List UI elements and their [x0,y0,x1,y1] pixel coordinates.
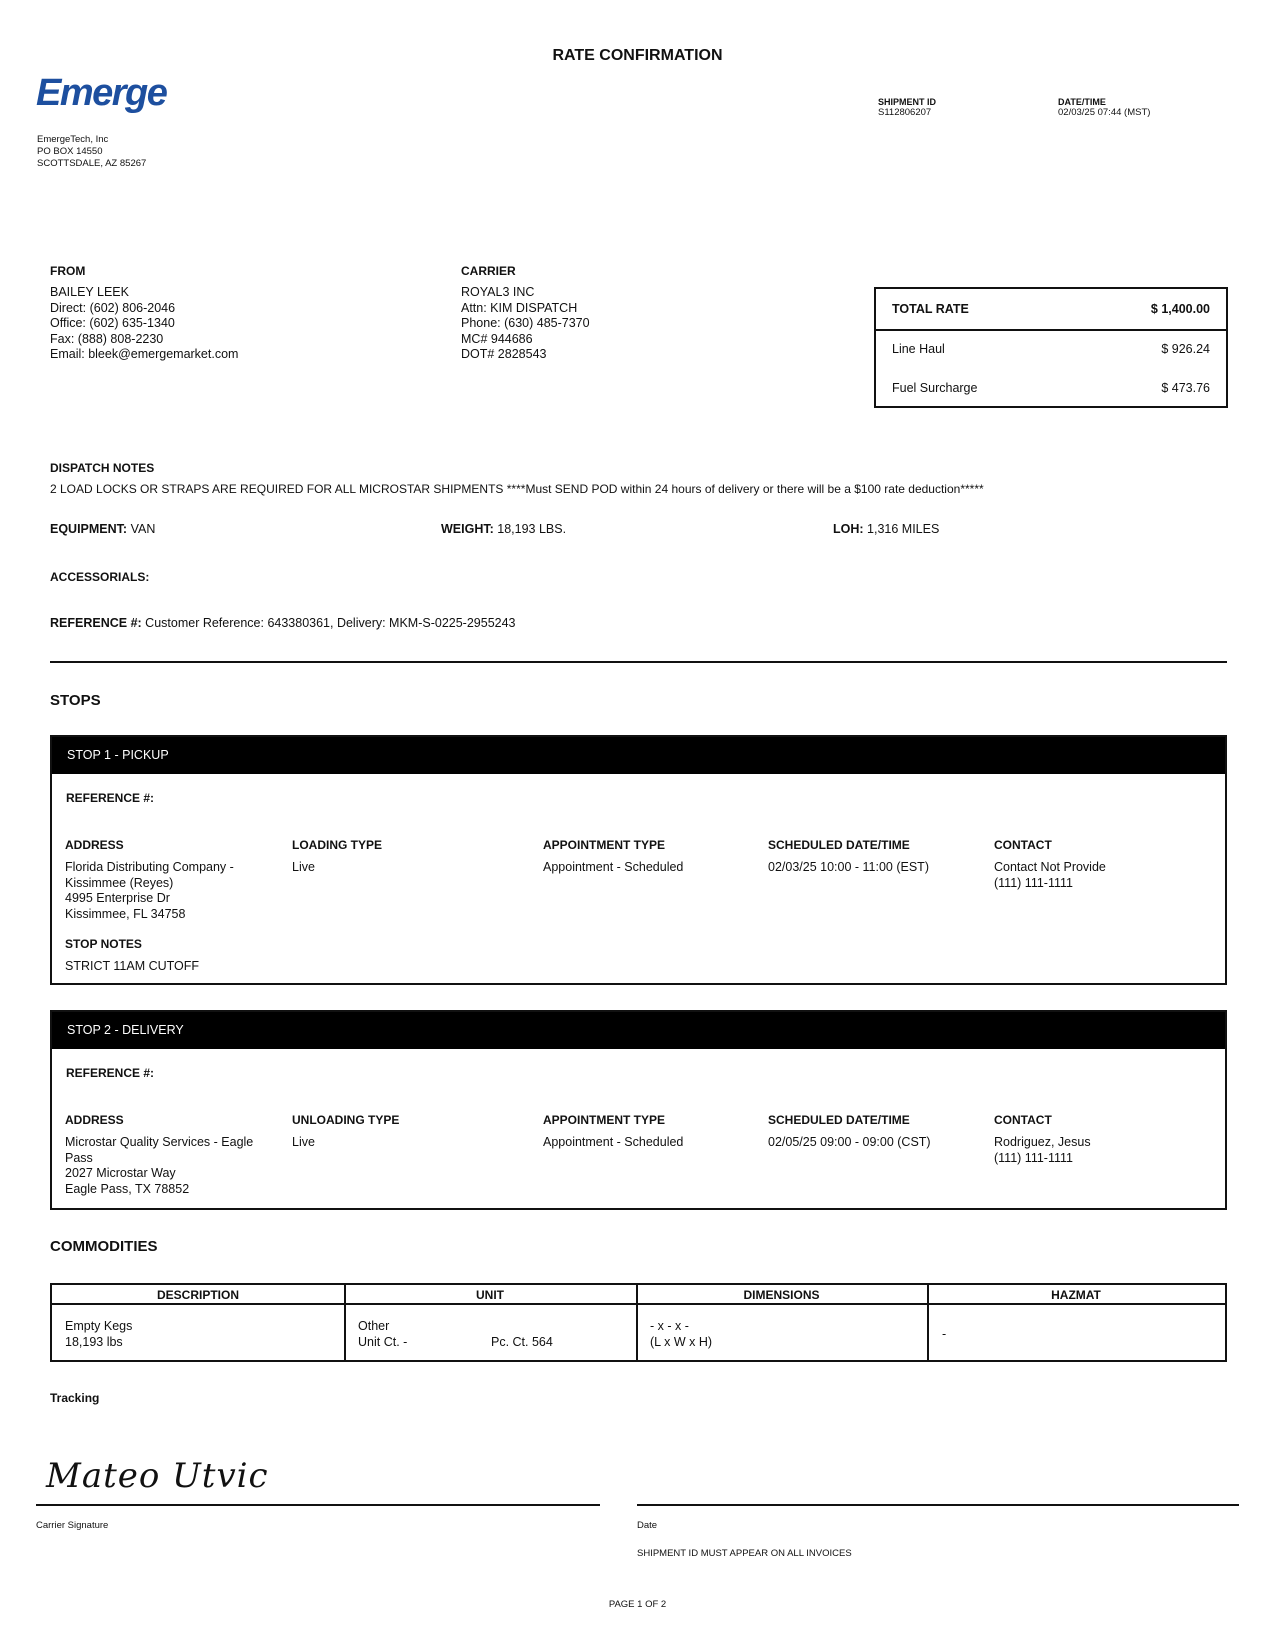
company-address-line2: SCOTTSDALE, AZ 85267 [37,158,147,169]
stop-1-address-line: 4995 Enterprise Dr [65,891,170,905]
stop-2-card [50,1010,1227,1210]
invoice-note: SHIPMENT ID MUST APPEAR ON ALL INVOICES [637,1548,852,1559]
from-label: FROM [50,264,86,278]
stop-2-appointment-type: Appointment - Scheduled [543,1135,684,1149]
from-name: BAILEY LEEK [50,285,129,299]
stop-2-unloading-type: Live [292,1135,315,1149]
commodities-header-dimensions: DIMENSIONS [743,1288,820,1302]
commodities-header-hazmat: HAZMAT [1051,1288,1101,1302]
commodity-unit-type: Other [358,1319,390,1333]
stop-1-contact-label: CONTACT [994,838,1052,852]
stop-1-card [50,735,1227,985]
stop-2-address-label: ADDRESS [65,1113,124,1127]
stop-1-loading-type: Live [292,860,315,874]
stop-2-contact-label: CONTACT [994,1113,1052,1127]
rate-box [874,287,1228,408]
loh-field [833,522,939,538]
from-fax: Fax: (888) 808-2230 [50,331,164,346]
dispatch-notes-label: DISPATCH NOTES [50,461,155,475]
carrier-signature-label: Carrier Signature [36,1520,109,1531]
commodity-dimensions [650,1319,712,1350]
weight-field [441,522,566,538]
reference-field [50,616,516,632]
stop-1-notes-label: STOP NOTES [65,937,142,951]
commodities-col-divider [927,1285,929,1360]
stop-2-address [65,1135,253,1197]
section-divider [50,661,1227,663]
stop-1-loading-type-label: LOADING TYPE [292,838,383,852]
fuel-surcharge-value: $ 473.76 [1161,381,1210,395]
weight-label: WEIGHT: [441,522,494,536]
company-logo: Emerge [36,72,167,114]
rate-divider [876,329,1226,331]
page-number: PAGE 1 OF 2 [608,1599,667,1610]
commodity-description-name: Empty Kegs [65,1319,133,1333]
stop-2-reference-label: REFERENCE #: [66,1066,155,1080]
stop-1-notes: STRICT 11AM CUTOFF [65,959,200,973]
loh-label: LOH: [833,522,864,536]
stop-2-address-line: Pass [65,1150,93,1165]
loh-value: 1,316 MILES [867,522,940,536]
dispatch-notes-text: 2 LOAD LOCKS OR STRAPS ARE REQUIRED FOR ALL MICROSTAR SHIPMENTS ****Must SEND POD within 24 hours of delivery or there will be a $100 rate deduction***** [50,482,984,496]
stop-1-address-label: ADDRESS [65,838,124,852]
stop-1-address [65,860,234,922]
stop-1-address-line: Kissimmee, FL 34758 [65,906,186,921]
fuel-surcharge-label: Fuel Surcharge [892,381,978,395]
carrier-dot: DOT# 2828543 [461,347,547,361]
stop-1-address-line: Kissimmee (Reyes) [65,875,174,890]
from-email[interactable]: Email: bleek@emergemarket.com [50,347,239,361]
date-label: Date [637,1520,658,1531]
stop-1-scheduled: 02/03/25 10:00 - 11:00 (EST) [768,860,929,874]
stop-1-reference-label: REFERENCE #: [66,791,155,805]
carrier-signature-line[interactable] [36,1504,600,1506]
stop-2-appointment-type-label: APPOINTMENT TYPE [543,1113,666,1127]
company-address-line1: PO BOX 14550 [37,146,103,157]
carrier-name: ROYAL3 INC [461,285,535,299]
datetime-label: DATE/TIME [1058,97,1106,107]
stop-2-contact [994,1135,1091,1166]
stop-2-scheduled-label: SCHEDULED DATE/TIME [768,1113,910,1127]
commodity-description-weight: 18,193 lbs [65,1334,123,1349]
tracking-label: Tracking [50,1391,100,1405]
commodity-dimensions-value: - x - x - [650,1319,689,1333]
stop-2-address-line: Eagle Pass, TX 78852 [65,1181,190,1196]
carrier-signature-image: Mateo Utvic [46,1456,269,1496]
stop-1-scheduled-label: SCHEDULED DATE/TIME [768,838,910,852]
commodity-unit-count: Unit Ct. - [358,1334,408,1349]
stop-2-address-line: 2027 Microstar Way [65,1166,176,1180]
carrier-block [461,285,590,363]
commodities-col-divider [344,1285,346,1360]
equipment-field [50,522,155,538]
commodity-dimensions-format: (L x W x H) [650,1334,713,1349]
stop-1-appointment-type-label: APPOINTMENT TYPE [543,838,666,852]
commodities-title: COMMODITIES [50,1238,158,1255]
carrier-label: CARRIER [461,264,516,278]
company-name: EmergeTech, Inc [37,134,109,145]
stop-1-header: STOP 1 - PICKUP [52,737,1225,774]
total-rate-label: TOTAL RATE [892,302,969,316]
accessorials-label: ACCESSORIALS: [50,570,150,584]
line-haul-row [892,342,1210,356]
weight-value: 18,193 LBS. [497,522,567,536]
shipment-id-label: SHIPMENT ID [878,97,937,107]
stops-title: STOPS [50,692,101,709]
document-title: RATE CONFIRMATION [552,47,723,64]
from-direct: Direct: (602) 806-2046 [50,300,176,315]
stop-2-contact-phone: (111) 111-1111 [994,1150,1073,1165]
carrier-mc: MC# 944686 [461,331,533,346]
stop-2-unloading-type-label: UNLOADING TYPE [292,1113,400,1127]
stop-1-address-line: Florida Distributing Company - [65,860,234,874]
commodity-hazmat: - [942,1327,947,1341]
company-address [37,134,146,170]
reference-value: Customer Reference: 643380361, Delivery: MKM-S-0225-2955243 [145,616,516,630]
stop-2-header: STOP 2 - DELIVERY [52,1012,1225,1049]
equipment-value: VAN [130,522,156,536]
shipment-id-value: S112806207 [878,107,932,118]
stop-1-contact-name: Contact Not Provide [994,860,1106,874]
stop-2-scheduled: 02/05/25 09:00 - 09:00 (CST) [768,1135,931,1149]
commodities-header-unit: UNIT [476,1288,504,1302]
from-office: Office: (602) 635-1340 [50,316,175,330]
line-haul-value: $ 926.24 [1161,342,1210,356]
commodity-piece-count: Pc. Ct. 564 [491,1335,553,1349]
carrier-phone: Phone: (630) 485-7370 [461,316,590,330]
total-rate-row [892,302,1210,316]
commodities-table [50,1283,1227,1362]
commodities-header-description: DESCRIPTION [156,1288,239,1302]
commodity-description [65,1319,132,1350]
date-signature-line[interactable] [637,1504,1239,1506]
stop-2-contact-name: Rodriguez, Jesus [994,1135,1091,1149]
carrier-attn: Attn: KIM DISPATCH [461,300,578,315]
stop-1-contact [994,860,1106,891]
total-rate-value: $ 1,400.00 [1150,302,1210,316]
line-haul-label: Line Haul [892,342,945,356]
reference-label: REFERENCE #: [50,616,142,630]
datetime-value: 02/03/25 07:44 (MST) [1058,107,1151,118]
commodities-col-divider [636,1285,638,1360]
stop-1-appointment-type: Appointment - Scheduled [543,860,684,874]
stop-1-contact-phone: (111) 111-1111 [994,875,1073,890]
fuel-surcharge-row [892,381,1210,395]
stop-2-address-line: Microstar Quality Services - Eagle [65,1135,254,1149]
equipment-label: EQUIPMENT: [50,522,128,536]
commodity-unit [358,1319,407,1350]
from-block [50,285,238,363]
